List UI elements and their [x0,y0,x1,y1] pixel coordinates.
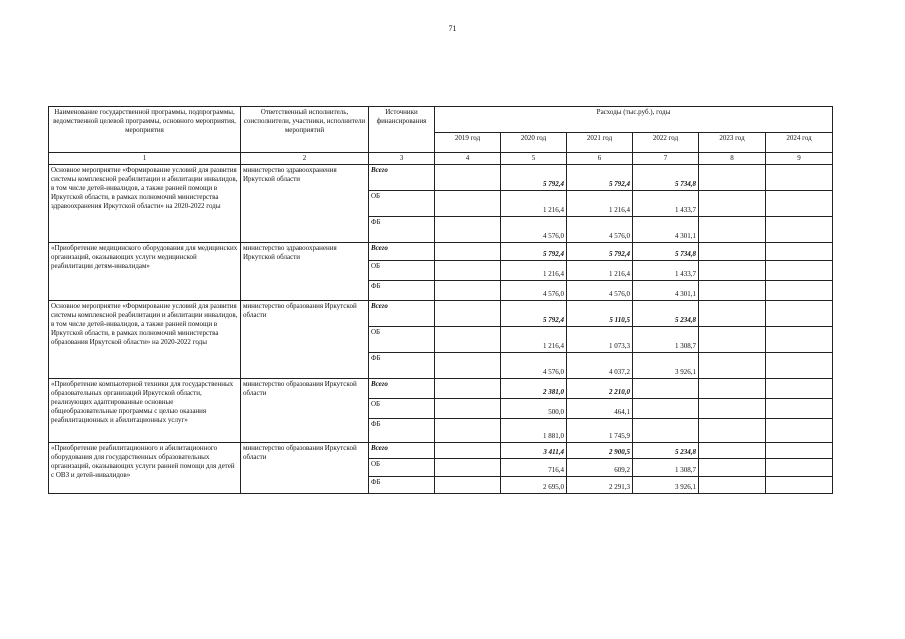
amount-cell: 5 792,4 [501,165,567,191]
funding-source: ОБ [369,261,435,281]
amount-cell [435,281,501,301]
amount-cell [766,191,833,217]
amount-cell [699,379,766,399]
amount-cell [435,243,501,261]
header-name: Наименование государственной программы, подпрограммы, ведомственной целевой программы, основного мероприятия, мероприятия [49,107,241,153]
header-year: 2020 год [501,133,567,153]
column-number: 5 [501,153,567,165]
column-number: 7 [633,153,699,165]
amount-cell [699,327,766,353]
amount-cell [766,443,833,459]
amount-cell [699,443,766,459]
page-number: 71 [448,24,457,33]
column-number: 8 [699,153,766,165]
funding-source: Всего [369,301,435,327]
amount-cell: 1 216,4 [501,327,567,353]
amount-cell [435,301,501,327]
column-number: 4 [435,153,501,165]
amount-cell [435,353,501,379]
amount-cell [766,217,833,243]
funding-source: ОБ [369,459,435,477]
executor: министерство образования Иркутской области [241,443,369,494]
amount-cell: 1 308,7 [633,327,699,353]
amount-cell: 5 110,5 [567,301,633,327]
amount-cell [699,165,766,191]
amount-cell: 4 301,1 [633,281,699,301]
amount-cell [699,243,766,261]
amount-cell [435,419,501,443]
amount-cell: 1 881,0 [501,419,567,443]
amount-cell [633,399,699,419]
executor: министерство образования Иркутской области [241,379,369,443]
amount-cell [435,165,501,191]
table-row [49,301,833,327]
header-year: 2021 год [567,133,633,153]
amount-cell [435,327,501,353]
activity-name: «Приобретение медицинского оборудования для медицинских организаций, оказывающих услуги медицинской реабилитации детям-инвалидам» [49,243,241,301]
header-source: Источники финансирования [369,107,435,153]
amount-cell: 4 576,0 [501,281,567,301]
amount-cell [435,191,501,217]
funding-source: ФБ [369,419,435,443]
amount-cell: 609,2 [567,459,633,477]
amount-cell [766,399,833,419]
amount-cell: 1 433,7 [633,191,699,217]
amount-cell [435,459,501,477]
table-row [49,243,833,261]
header-year: 2023 год [699,133,766,153]
amount-cell [766,477,833,494]
executor: министерство здравоохранения Иркутской области [241,243,369,301]
amount-cell [699,419,766,443]
header-year: 2022 год [633,133,699,153]
table-row [49,379,833,399]
amount-cell [699,477,766,494]
amount-cell [766,261,833,281]
table-row [49,443,833,459]
amount-cell [766,243,833,261]
amount-cell [699,261,766,281]
amount-cell [435,443,501,459]
amount-cell [435,477,501,494]
funding-source: Всего [369,443,435,459]
amount-cell: 4 301,1 [633,217,699,243]
activity-name: «Приобретение компьютерной техники для государственных образовательных организаций Иркутской области, реализующих адаптированные основные общеобразовательные программы с целью оказания реабилитационных и абилитационных услуг» [49,379,241,443]
funding-source: ФБ [369,353,435,379]
budget-table [48,106,833,494]
column-number: 3 [369,153,435,165]
amount-cell [766,379,833,399]
column-number: 6 [567,153,633,165]
amount-cell: 500,0 [501,399,567,419]
amount-cell: 5 234,8 [633,301,699,327]
amount-cell: 1 745,9 [567,419,633,443]
header-executor: Ответственный исполнитель, соисполнители, участники, исполнители мероприятий [241,107,369,153]
funding-source: ФБ [369,477,435,494]
amount-cell [766,419,833,443]
funding-source: ОБ [369,399,435,419]
amount-cell: 5 792,4 [567,243,633,261]
amount-cell [435,217,501,243]
amount-cell [699,191,766,217]
executor: министерство образования Иркутской области [241,301,369,379]
amount-cell: 3 926,1 [633,477,699,494]
amount-cell [766,165,833,191]
header-expenses: Расходы (тыс.руб.), годы [435,107,833,133]
amount-cell [699,399,766,419]
amount-cell [435,379,501,399]
amount-cell [766,327,833,353]
amount-cell: 5 734,8 [633,243,699,261]
funding-source: ОБ [369,191,435,217]
column-number: 2 [241,153,369,165]
funding-source: ФБ [369,217,435,243]
amount-cell: 2 695,0 [501,477,567,494]
amount-cell: 1 216,4 [567,191,633,217]
amount-cell: 2 900,5 [567,443,633,459]
amount-cell [633,419,699,443]
amount-cell: 5 734,8 [633,165,699,191]
amount-cell: 1 216,4 [501,261,567,281]
amount-cell: 5 792,4 [501,243,567,261]
amount-cell: 4 576,0 [501,217,567,243]
amount-cell [699,459,766,477]
amount-cell: 4 576,0 [567,217,633,243]
amount-cell: 3 411,4 [501,443,567,459]
amount-cell: 464,1 [567,399,633,419]
header-year: 2019 год [435,133,501,153]
activity-name: Основное мероприятие «Формирование условий для развития системы комплексной реабилитации и абилитации инвалидов, в том числе детей-инвалидов, а также ранней помощи в Иркутской области, в рамках полномочий министерства здравоохранения Иркутской области» на 2020-2022 годы [49,165,241,243]
funding-source: Всего [369,243,435,261]
amount-cell [699,281,766,301]
funding-source: ОБ [369,327,435,353]
amount-cell: 5 792,4 [501,301,567,327]
amount-cell [699,353,766,379]
amount-cell [766,281,833,301]
amount-cell: 716,4 [501,459,567,477]
funding-source: Всего [369,379,435,399]
amount-cell [633,379,699,399]
amount-cell [766,301,833,327]
activity-name: Основное мероприятие «Формирование условий для развития системы комплексной реабилитации и абилитации инвалидов, в том числе детей-инвалидов, а также ранней помощи в Иркутской области, в рамках полномочий министерства образования Иркутской области» на 2020-2022 годы [49,301,241,379]
amount-cell: 1 433,7 [633,261,699,281]
amount-cell [766,459,833,477]
amount-cell: 1 308,7 [633,459,699,477]
amount-cell: 5 792,4 [567,165,633,191]
amount-cell: 4 576,0 [501,353,567,379]
amount-cell: 2 381,0 [501,379,567,399]
amount-cell: 5 234,8 [633,443,699,459]
amount-cell: 3 926,1 [633,353,699,379]
amount-cell [435,399,501,419]
activity-name: «Приобретение реабилитационного и абилитационного оборудования для государственных образовательных организаций, оказывающих услуги ранней помощи для детей с ОВЗ и детей-инвалидов» [49,443,241,494]
amount-cell [766,353,833,379]
executor: министерство здравоохранения Иркутской области [241,165,369,243]
amount-cell: 4 037,2 [567,353,633,379]
column-number: 9 [766,153,833,165]
amount-cell [699,301,766,327]
amount-cell [699,217,766,243]
amount-cell: 1 216,4 [501,191,567,217]
table-row [49,165,833,191]
header-year: 2024 год [766,133,833,153]
amount-cell [435,261,501,281]
column-number: 1 [49,153,241,165]
amount-cell: 2 291,3 [567,477,633,494]
amount-cell: 2 210,0 [567,379,633,399]
funding-source: ФБ [369,281,435,301]
amount-cell: 1 216,4 [567,261,633,281]
amount-cell: 1 073,3 [567,327,633,353]
amount-cell: 4 576,0 [567,281,633,301]
funding-source: Всего [369,165,435,191]
